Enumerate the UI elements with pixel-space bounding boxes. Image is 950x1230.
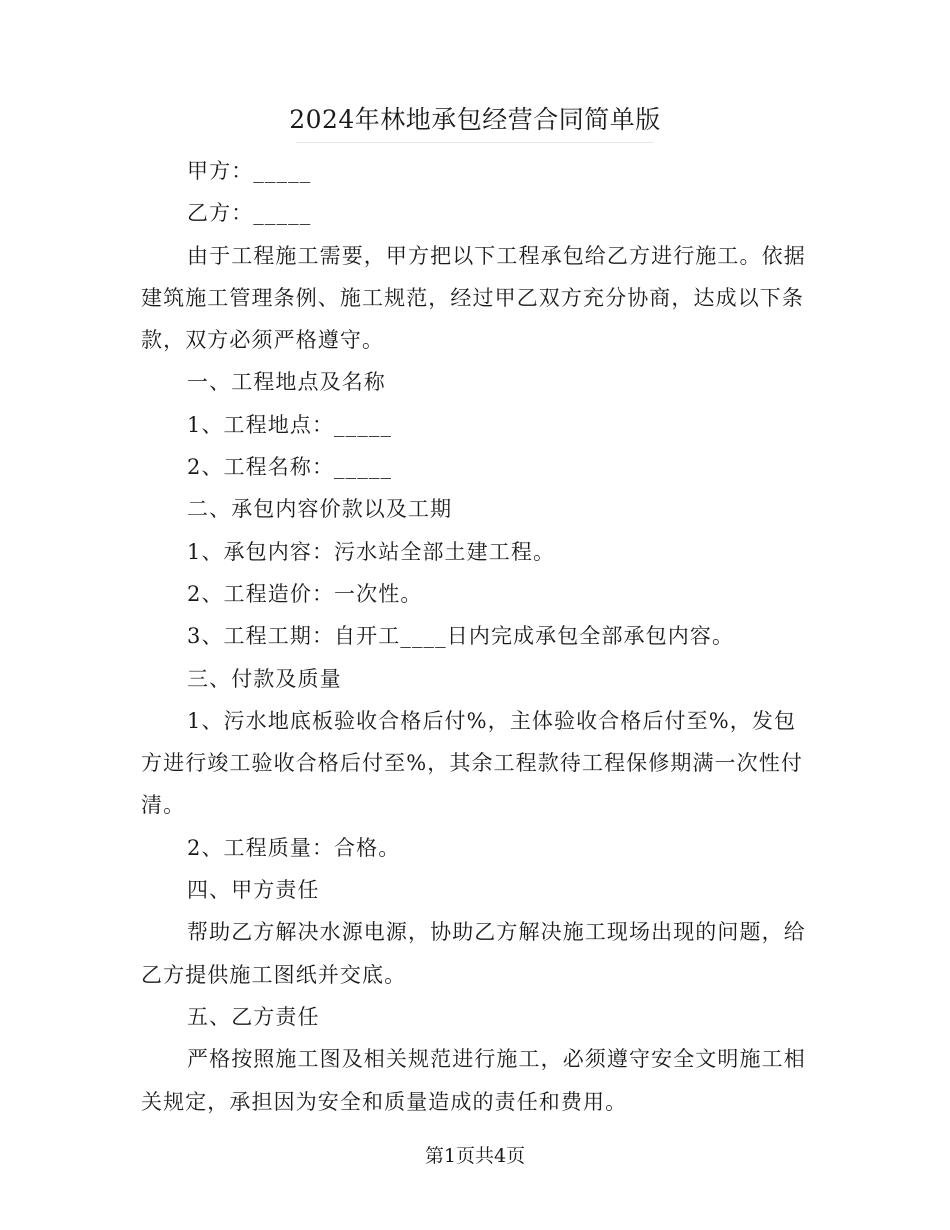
document-title: 2024年林地承包经营合同简单版: [289, 105, 661, 134]
section-heading-1: 一、工程地点及名称: [187, 370, 386, 395]
section-heading-5: 五、乙方责任: [187, 1004, 320, 1029]
party-b-responsibility: 严格按照施工图及相关规范进行施工，必须遵守安全文明施工相关规定，承担因为安全和质量造成的责任和费用。: [141, 1047, 806, 1114]
clause-project-duration: 3、工程工期：自开工____日内完成承包全部承包内容。: [187, 624, 735, 649]
preamble-paragraph: 由于工程施工需要，甲方把以下工程承包给乙方进行施工。依据建筑施工管理条例、施工规范，经过甲乙双方充分协商，达成以下条款，双方必须严格遵守。: [141, 243, 806, 353]
document-body: [141, 150, 811, 1123]
party-a-responsibility: 帮助乙方解决水源电源，协助乙方解决施工现场出现的问题，给乙方提供施工图纸并交底。: [141, 920, 806, 987]
clause-contract-scope: 1、承包内容：污水站全部土建工程。: [187, 539, 556, 564]
section-heading-4: 四、甲方责任: [187, 878, 320, 903]
party-a-line: 甲方：_____: [187, 159, 312, 183]
clause-project-cost: 2、工程造价：一次性。: [187, 581, 423, 606]
section-heading-2: 二、承包内容价款以及工期: [187, 497, 453, 522]
clause-payment: 1、污水地底板验收合格后付%，主体验收合格后付至%，发包方进行竣工验收合格后付至%，其余工程款待工程保修期满一次性付清。: [141, 708, 803, 818]
clause-project-name: 2、工程名称：_____: [187, 455, 393, 480]
clause-quality: 2、工程质量：合格。: [187, 835, 401, 860]
clause-project-location: 1、工程地点：_____: [187, 412, 393, 437]
page-number-footer: 第1页共4页: [424, 1145, 526, 1167]
section-heading-3: 三、付款及质量: [187, 666, 342, 691]
party-b-line: 乙方：_____: [187, 201, 312, 226]
title-divider: [296, 142, 654, 143]
